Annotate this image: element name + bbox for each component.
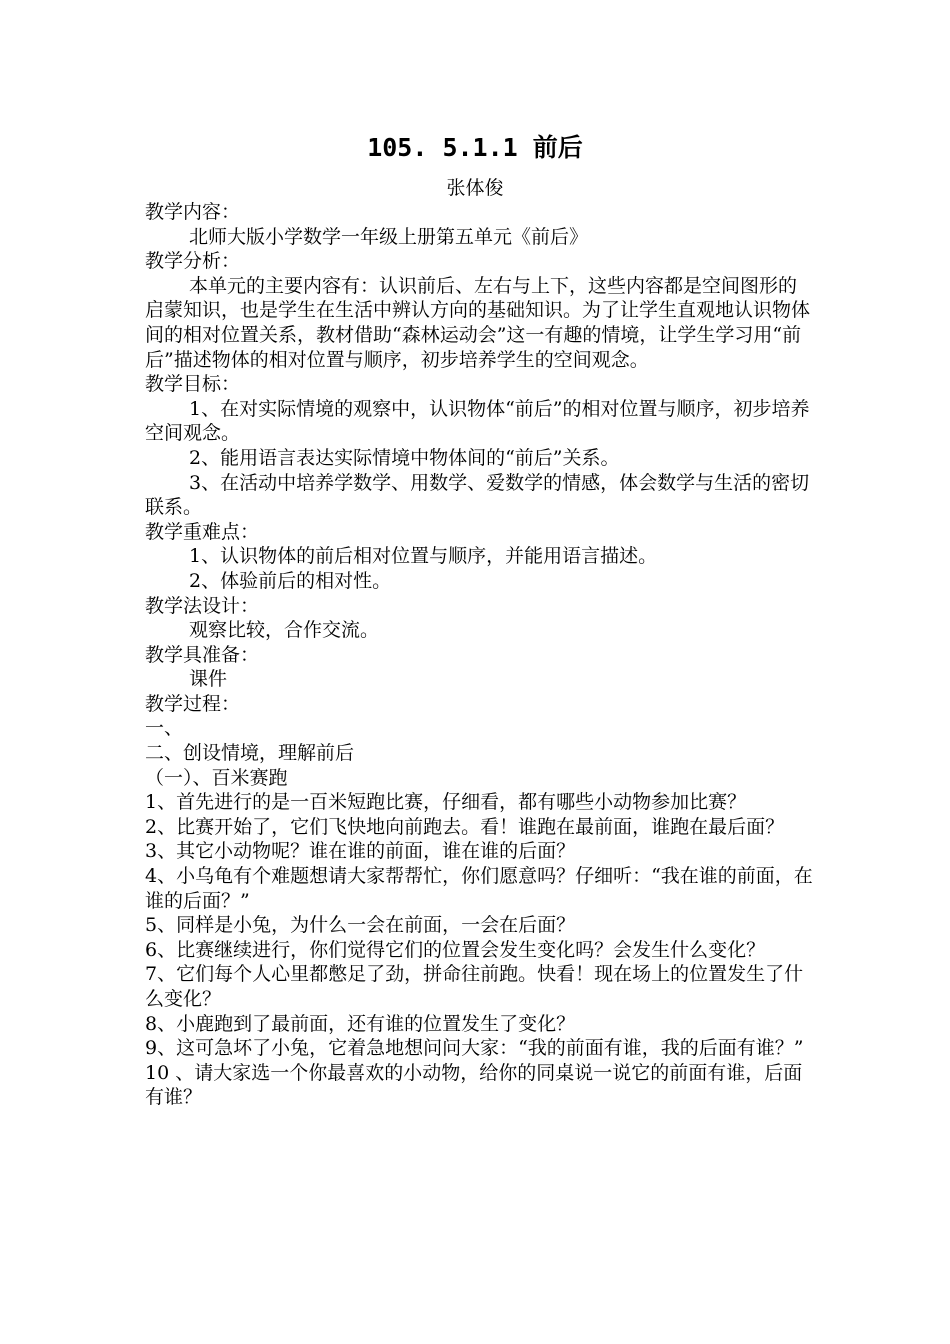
keypoints-heading: 教学重难点： — [145, 520, 260, 543]
content-text: 北师大版小学数学一年级上册第五单元《前后》 — [189, 225, 589, 248]
question-item: 1、首先进行的是一百米短跑比赛，仔细看，都有哪些小动物参加比赛？ — [145, 791, 747, 814]
author-name: 张体俊 — [446, 177, 504, 199]
question-item: 5、同样是小兔，为什么一会在前面，一会在后面？ — [145, 914, 576, 937]
process-heading: 教学过程： — [145, 692, 241, 715]
analysis-heading: 教学分析： — [145, 250, 241, 273]
goal-item: 3、在活动中培养学数学、用数学、爱数学的情感，体会数学与生活的密切联系。 — [145, 471, 810, 519]
keypoint-item: 1、认识物体的前后相对位置与顺序，并能用语言描述。 — [189, 545, 658, 568]
question-item: 3、其它小动物呢？谁在谁的前面，谁在谁的后面？ — [145, 840, 576, 863]
tools-text: 课件 — [189, 668, 228, 691]
process-step: 一、 — [145, 717, 184, 740]
document-body — [145, 200, 813, 1110]
question-item: 4、小乌龟有个难题想请大家帮帮忙，你们愿意吗？仔细听：“我在谁的前面，在谁的后面？” — [145, 865, 813, 912]
tools-heading: 教学具准备： — [145, 643, 260, 666]
goal-item: 1、在对实际情境的观察中，认识物体“前后”的相对位置与顺序，初步培养空间观念。 — [145, 397, 810, 445]
question-item: 7、它们每个人心里都憋足了劲，拼命往前跑。快看！现在场上的位置发生了什么变化？ — [145, 963, 804, 1010]
method-text: 观察比较，合作交流。 — [189, 619, 380, 642]
method-heading: 教学法设计： — [145, 594, 260, 617]
analysis-text: 本单元的主要内容有：认识前后、左右与上下，这些内容都是空间图形的启蒙知识，也是学生在生活中辨认方向的基础知识。为了让学生直观地认识物体间的相对位置关系，教材借助“森林运动会”这一有趣的情境，让学生学习用“前后”描述物体的相对位置与顺序，初步培养学生的空间观念。 — [145, 274, 811, 371]
content-heading: 教学内容： — [145, 201, 241, 223]
question-item: 2、比赛开始了，它们飞快地向前跑去。看！谁跑在最前面，谁跑在最后面？ — [145, 815, 785, 838]
question-item: 9、这可急坏了小兔，它着急地想问问大家：“我的前面有谁，我的后面有谁？” — [145, 1037, 804, 1060]
process-step: 二、创设情境，理解前后 — [145, 742, 355, 765]
question-item: 6、比赛继续进行，你们觉得它们的位置会发生变化吗？会发生什么变化？ — [145, 938, 766, 961]
document-title: 105. 5.1.1 前后 — [367, 133, 583, 162]
section-heading: （一）、百米赛跑 — [145, 766, 288, 789]
question-item: 8、小鹿跑到了最前面，还有谁的位置发生了变化？ — [145, 1012, 576, 1035]
goals-heading: 教学目标： — [145, 373, 241, 396]
goal-item: 2、能用语言表达实际情境中物体间的“前后”关系。 — [189, 446, 620, 469]
keypoint-item: 2、体验前后的相对性。 — [189, 569, 392, 592]
question-item: 10 、请大家选一个你最喜欢的小动物，给你的同桌说一说它的前面有谁，后面有谁？ — [145, 1061, 803, 1109]
